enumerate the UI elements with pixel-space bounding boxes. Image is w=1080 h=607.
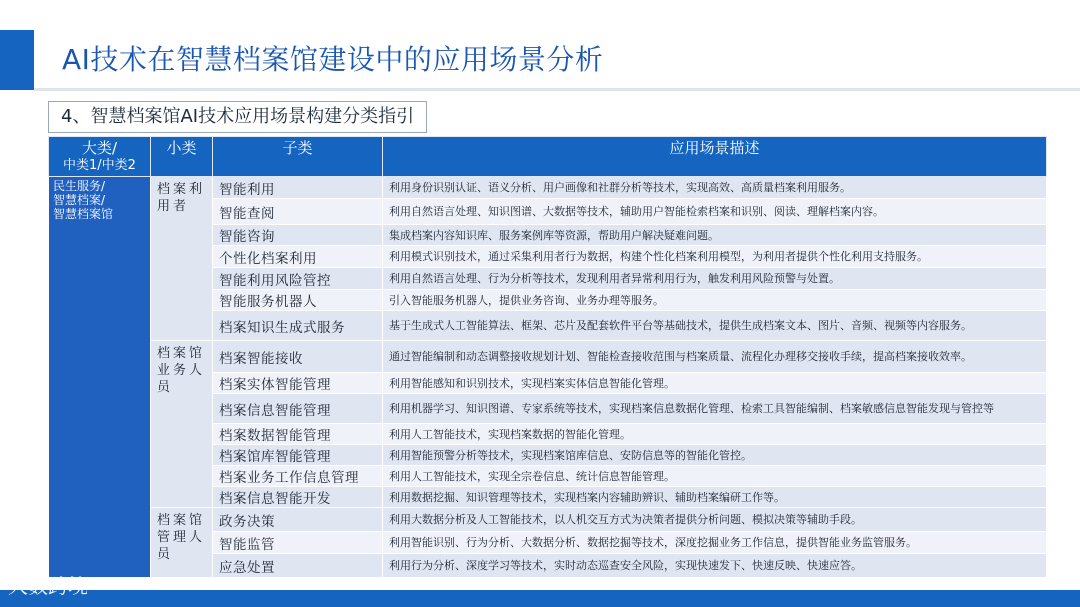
scenario-table xyxy=(48,136,1047,578)
header-major-line2: 中类1/中类2 xyxy=(63,157,136,173)
header-sub: 子类 xyxy=(213,137,383,177)
small-category-cell: 档案利用者 xyxy=(151,177,213,341)
description-cell: 集成档案内容知识库、服务案例库等资源，帮助用户解决疑难问题。 xyxy=(383,225,1047,246)
watermark-logo: 大数跨境 xyxy=(8,574,88,598)
table-body xyxy=(49,177,1047,578)
small-category-cell: 档案馆管理人员 xyxy=(151,508,213,578)
header-desc: 应用场景描述 xyxy=(383,137,1047,177)
major-category-cell: 民生服务/ 智慧档案/ 智慧档案馆 xyxy=(49,177,151,578)
table-row xyxy=(49,508,1047,532)
subcategory-cell: 档案业务工作信息管理 xyxy=(213,466,383,487)
subcategory-cell: 档案馆库智能管理 xyxy=(213,445,383,466)
subcategory-cell: 智能查阅 xyxy=(213,199,383,225)
title-accent-bar xyxy=(0,30,34,90)
subcategory-cell: 个性化档案利用 xyxy=(213,246,383,268)
description-cell: 通过智能编制和动态调整接收规划计划、智能检查接收范围与档案质量、流程化办理移交接收手续，提高档案接收效率。 xyxy=(383,341,1047,373)
description-cell: 利用身份识别认证、语义分析、用户画像和社群分析等技术，实现高效、高质量档案利用服务。 xyxy=(383,177,1047,199)
subcategory-cell: 智能服务机器人 xyxy=(213,290,383,311)
description-cell: 利用自然语言处理、行为分析等技术，发现利用者异常利用行为，触发利用风险预警与处置。 xyxy=(383,268,1047,290)
table-header-row xyxy=(49,137,1047,177)
header-small: 小类 xyxy=(151,137,213,177)
subcategory-cell: 智能利用 xyxy=(213,177,383,199)
table-row xyxy=(49,177,1047,199)
description-cell: 利用智能感知和识别技术，实现档案实体信息智能化管理。 xyxy=(383,373,1047,394)
small-category-cell: 档案馆业务人员 xyxy=(151,341,213,508)
page-title: AI技术在智慧档案馆建设中的应用场景分析 xyxy=(62,43,604,76)
description-cell: 利用智能识别、行为分析、大数据分析、数据挖掘等技术，深度挖掘业务工作信息，提供智能业务监管服务。 xyxy=(383,532,1047,554)
section-subtitle: 4、智慧档案馆AI技术应用场景构建分类指引 xyxy=(48,101,427,133)
description-cell: 利用数据挖掘、知识管理等技术，实现档案内容辅助辨识、辅助档案编研工作等。 xyxy=(383,487,1047,508)
subcategory-cell: 应急处置 xyxy=(213,554,383,578)
table-row xyxy=(49,341,1047,373)
title-divider xyxy=(34,88,1080,91)
footer-bar xyxy=(0,590,1080,607)
header-major-line1: 大类/ xyxy=(81,138,118,157)
subcategory-cell: 档案智能接收 xyxy=(213,341,383,373)
description-cell: 基于生成式人工智能算法、框架、芯片及配套软件平台等基础技术，提供生成档案文本、图片、音频、视频等内容服务。 xyxy=(383,311,1047,341)
subcategory-cell: 政务决策 xyxy=(213,508,383,532)
subcategory-cell: 档案信息智能开发 xyxy=(213,487,383,508)
subcategory-cell: 档案信息智能管理 xyxy=(213,394,383,424)
description-cell: 利用人工智能技术，实现档案数据的智能化管理。 xyxy=(383,424,1047,445)
description-cell: 利用模式识别技术，通过采集利用者行为数据，构建个性化档案利用模型，为利用者提供个性化利用支持服务。 xyxy=(383,246,1047,268)
header-major xyxy=(49,137,151,177)
subcategory-cell: 档案知识生成式服务 xyxy=(213,311,383,341)
subcategory-cell: 智能咨询 xyxy=(213,225,383,246)
subcategory-cell: 档案数据智能管理 xyxy=(213,424,383,445)
description-cell: 利用行为分析、深度学习等技术，实时动态巡查安全风险，实现快速发下、快速反映、快速应答。 xyxy=(383,554,1047,578)
description-cell: 利用大数据分析及人工智能技术，以人机交互方式为决策者提供分析问题、模拟决策等辅助手段。 xyxy=(383,508,1047,532)
scenario-table-container xyxy=(48,136,1046,583)
description-cell: 利用机器学习、知识图谱、专家系统等技术，实现档案信息数据化管理、检索工具智能编制、档案敏感信息智能发现与管控等 xyxy=(383,394,1047,424)
subcategory-cell: 智能监管 xyxy=(213,532,383,554)
description-cell: 利用人工智能技术，实现全宗卷信息、统计信息智能管理。 xyxy=(383,466,1047,487)
subcategory-cell: 档案实体智能管理 xyxy=(213,373,383,394)
description-cell: 引入智能服务机器人，提供业务咨询、业务办理等服务。 xyxy=(383,290,1047,311)
description-cell: 利用自然语言处理、知识图谱、大数据等技术，辅助用户智能检索档案和识别、阅读、理解档案内容。 xyxy=(383,199,1047,225)
description-cell: 利用智能预警分析等技术，实现档案馆库信息、安防信息等的智能化管控。 xyxy=(383,445,1047,466)
subcategory-cell: 智能利用风险管控 xyxy=(213,268,383,290)
